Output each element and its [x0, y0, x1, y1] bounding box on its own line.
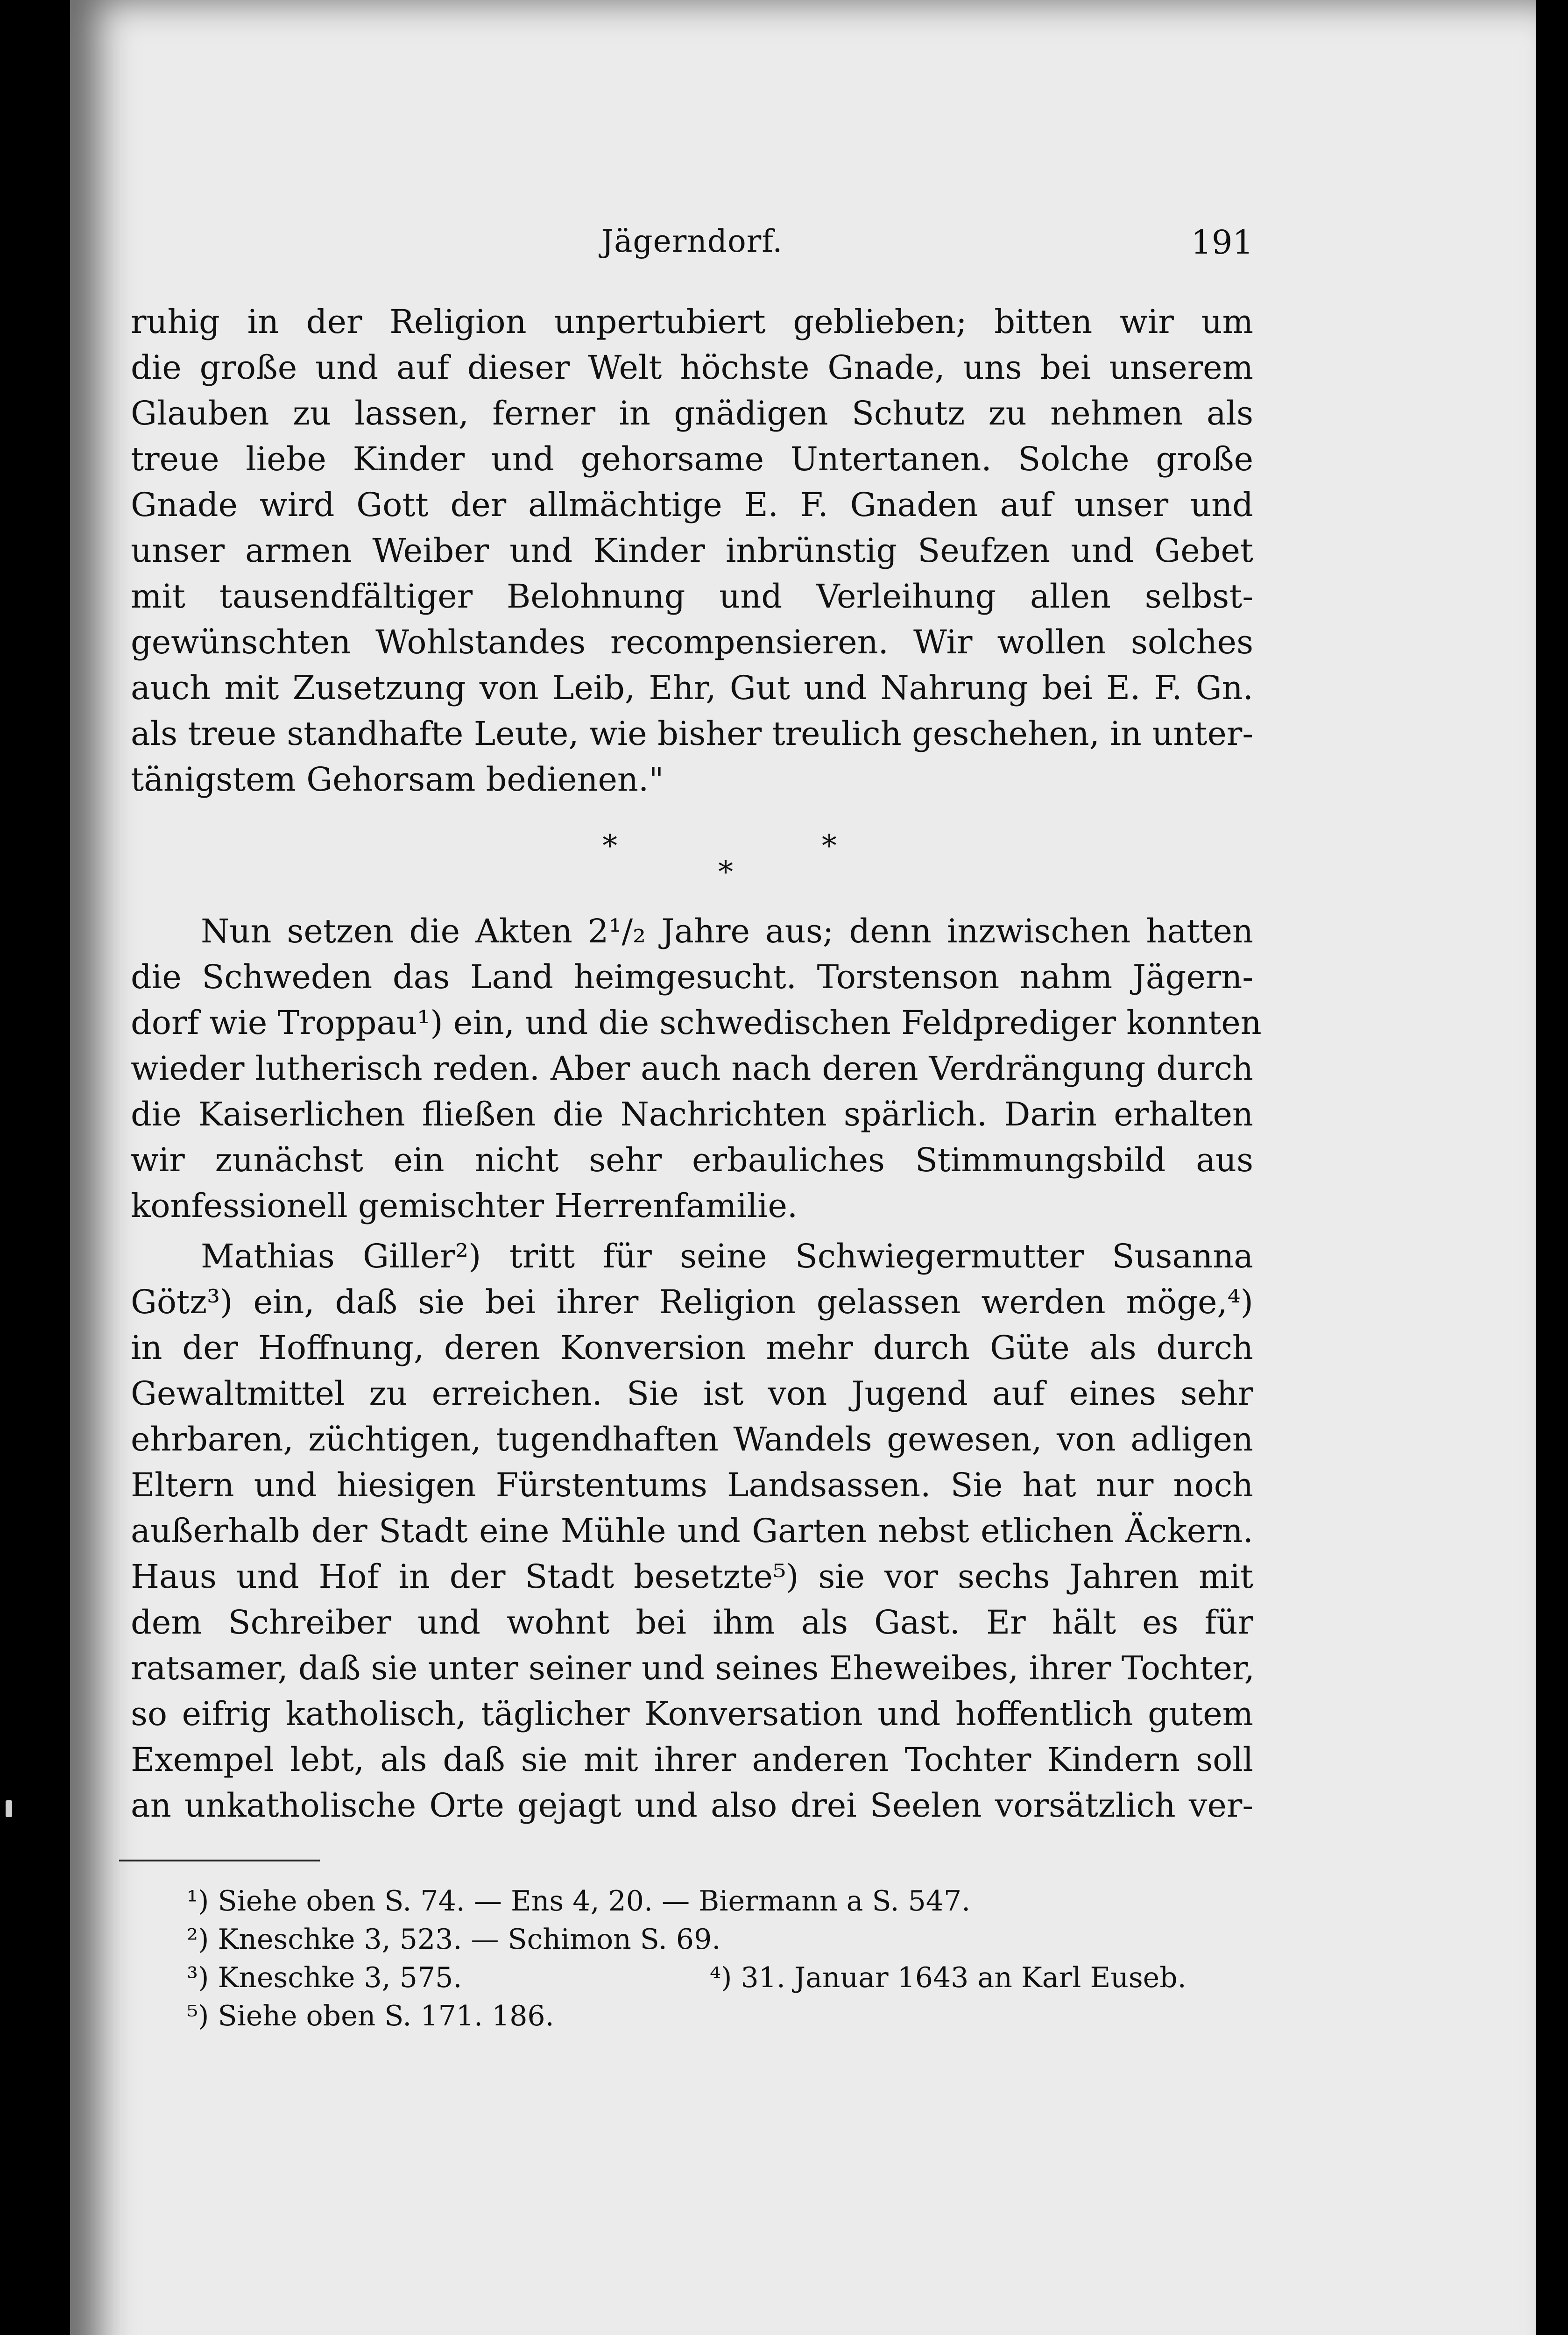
text-line: Mathias Giller²) tritt für seine Schwiegermutter Susanna — [201, 1237, 1253, 1275]
text-line: ruhig in der Religion unpertubiert geblieben; bitten wir um — [131, 303, 1253, 341]
text-line: Gnade wird Gott der allmächtige E. F. Gnaden auf unser und — [131, 486, 1253, 524]
text-line: auch mit Zusetzung von Leib, Ehr, Gut und Nahrung bei E. F. Gn. — [131, 669, 1253, 707]
text-line: treue liebe Kinder und gehorsame Untertanen. Solche große — [131, 440, 1253, 478]
footnote-3: ³) Kneschke 3, 575. — [187, 1961, 462, 1994]
binding-mark — [6, 1800, 12, 1817]
footnote-5: ⁵) Siehe oben S. 171. 186. — [187, 2000, 554, 2032]
text-line: als treue standhafte Leute, wie bisher treulich geschehen, in unter- — [131, 715, 1253, 753]
paragraph-2 — [131, 908, 1262, 1229]
text-line: Eltern und hiesigen Fürstentums Landsassen. Sie hat nur noch — [131, 1466, 1253, 1504]
asterisk: * — [602, 829, 617, 863]
footnote-1: ¹) Siehe oben S. 74. — Ens 4, 20. — Biermann a S. 547. — [187, 1885, 971, 1918]
text-line: Gewaltmittel zu erreichen. Sie ist von Jugend auf eines sehr — [131, 1374, 1253, 1413]
footnote-2: ²) Kneschke 3, 523. — Schimon S. 69. — [187, 1923, 721, 1956]
section-separator — [131, 829, 1253, 890]
text-line: gewünschten Wohlstandes recompensieren. Wir wollen solches — [131, 623, 1253, 661]
text-line: an unkatholische Orte gejagt und also drei Seelen vorsätzlich ver- — [131, 1786, 1253, 1825]
footnotes — [187, 1882, 1261, 2035]
page-number: 191 — [1191, 223, 1253, 262]
running-head: Jägerndorf. — [601, 223, 783, 259]
text-line: Götz³) ein, daß sie bei ihrer Religion gelassen werden möge,⁴) — [131, 1283, 1253, 1321]
page-header — [131, 223, 1253, 265]
text-line: konfessionell gemischter Herrenfamilie. — [131, 1187, 798, 1225]
text-line: wieder lutherisch reden. Aber auch nach deren Verdrängung durch — [131, 1049, 1253, 1088]
footnote-rule — [119, 1860, 320, 1861]
text-line: mit tausendfältiger Belohnung und Verleihung allen selbst- — [131, 577, 1253, 616]
text-line: außerhalb der Stadt eine Mühle und Garten nebst etlichen Äckern. — [131, 1512, 1253, 1550]
text-line: Haus und Hof in der Stadt besetzte⁵) sie vor sechs Jahren mit — [131, 1557, 1253, 1596]
text-line: Nun setzen die Akten 2¹/₂ Jahre aus; denn inzwischen hatten — [201, 912, 1253, 950]
text-line: so eifrig katholisch, täglicher Konversation und hoffentlich gutem — [131, 1695, 1253, 1733]
paragraph-3 — [131, 1233, 1253, 1828]
text-line: Exempel lebt, als daß sie mit ihrer anderen Tochter Kindern soll — [131, 1741, 1253, 1779]
footnote-row — [187, 1959, 1261, 1997]
footnote-4: ⁴) 31. Januar 1643 an Karl Euseb. — [710, 1961, 1187, 1994]
text-line: ratsamer, daß sie unter seiner und seines Eheweibes, ihrer Tochter, — [131, 1649, 1255, 1687]
asterisk: * — [718, 855, 733, 890]
text-line: die große und auf dieser Welt höchste Gnade, uns bei unserem — [131, 348, 1253, 387]
text-line: in der Hoffnung, deren Konversion mehr durch Güte als durch — [131, 1329, 1253, 1367]
text-line: ehrbaren, züchtigen, tugendhaften Wandels gewesen, von adligen — [131, 1420, 1253, 1458]
text-line: unser armen Weiber und Kinder inbrünstig Seufzen und Gebet — [131, 531, 1253, 570]
asterisk: * — [822, 829, 837, 863]
text-line: die Schweden das Land heimgesucht. Torstenson nahm Jägern- — [131, 958, 1253, 996]
text-line: Glauben zu lassen, ferner in gnädigen Schutz zu nehmen als — [131, 394, 1253, 432]
text-line: wir zunächst ein nicht sehr erbauliches Stimmungsbild aus — [131, 1141, 1253, 1179]
paragraph-1 — [131, 299, 1253, 802]
text-line: tänigstem Gehorsam bedienen." — [131, 760, 664, 799]
text-line: die Kaiserlichen fließen die Nachrichten spärlich. Darin erhalten — [131, 1095, 1253, 1133]
text-line: dorf wie Troppau¹) ein, und die schwedischen Feldprediger konnten — [131, 1004, 1262, 1042]
text-line: dem Schreiber und wohnt bei ihm als Gast. Er hält es für — [131, 1603, 1253, 1642]
